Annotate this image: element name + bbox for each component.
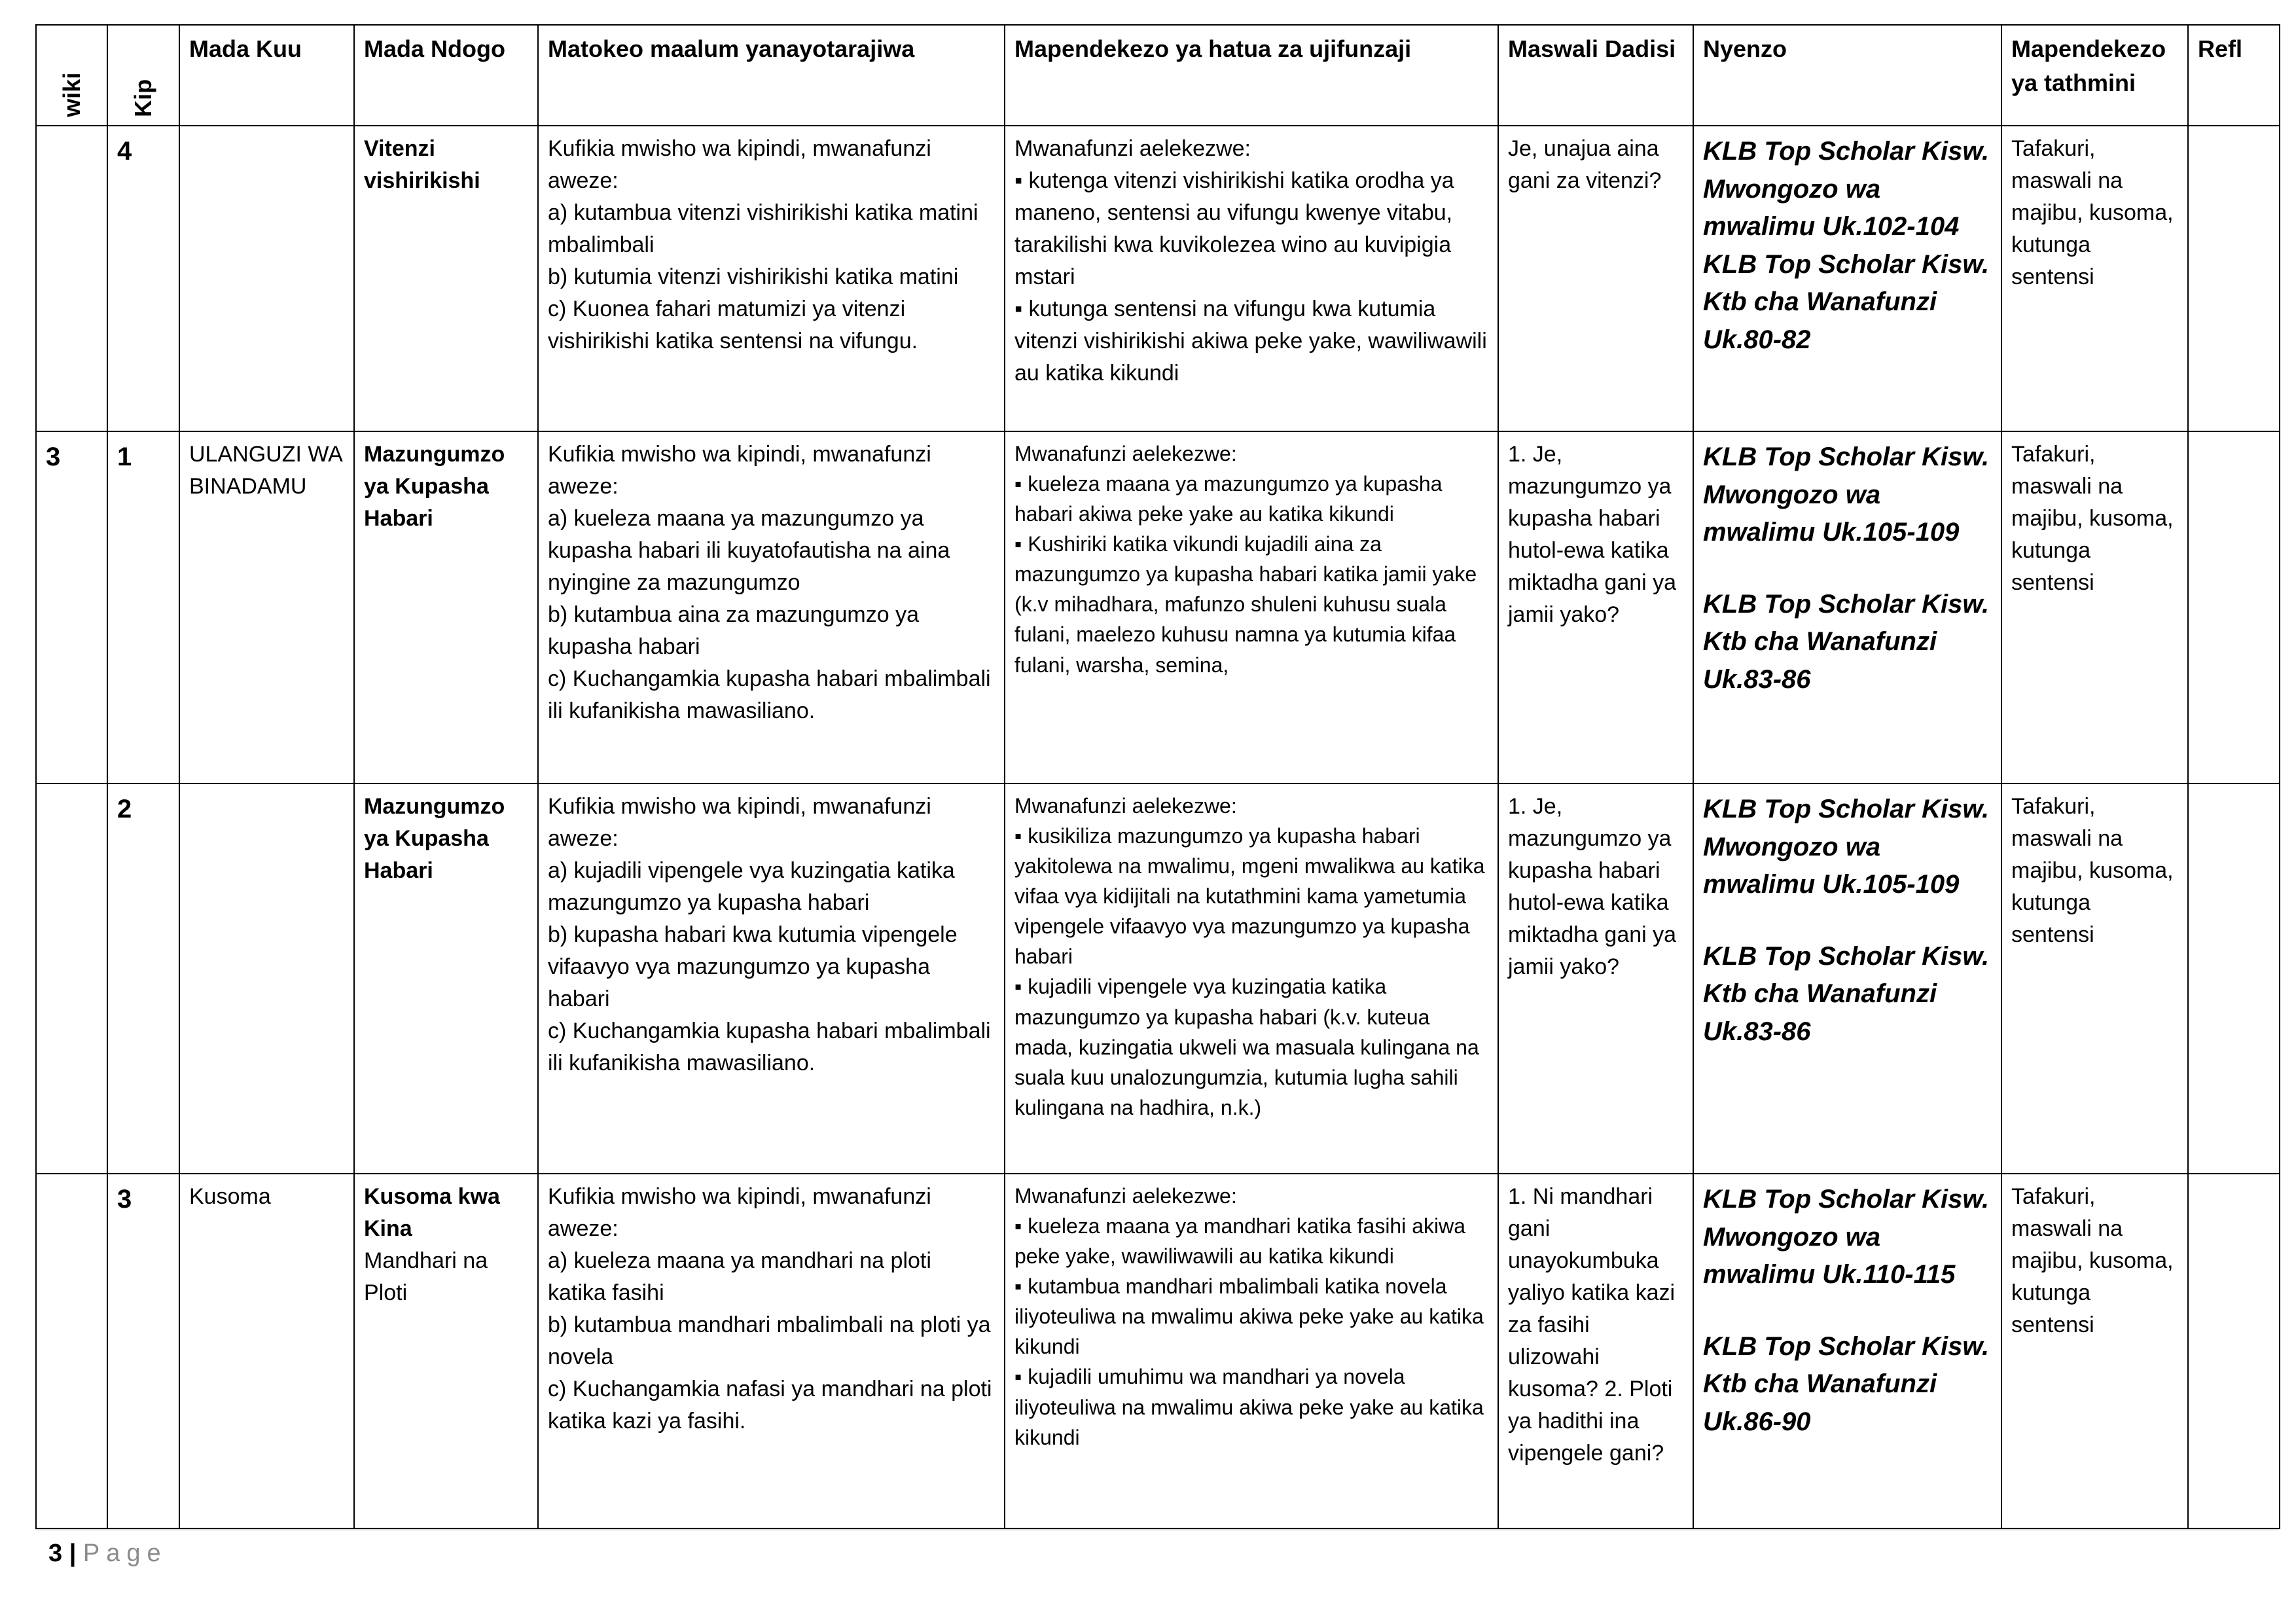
nyenzo-item: KLB Top Scholar Kisw. Mwongozo wa mwalimu Uk.105-109 [1703, 795, 1990, 899]
mada-ndogo-title: Kusoma kwa Kina [364, 1184, 500, 1241]
mada-ndogo-title: Mazungumzo ya Kupasha Habari [364, 442, 505, 531]
cell-hatua [1005, 126, 1498, 431]
matokeo-line: b) kutumia vitenzi vishirikishi katika matini [548, 264, 959, 289]
hatua-item: ▪ kutambua mandhari mbalimbali katika novela iliyoteuliwa na mwalimu akiwa peke yake au katika kikundi [1014, 1271, 1488, 1362]
header-tathmini: Mapendekezo ya tathmini [2001, 25, 2188, 126]
cell-matokeo [538, 431, 1005, 784]
matokeo-line: Kufikia mwisho wa kipindi, mwanafunzi aweze: [548, 794, 931, 851]
nyenzo-item: KLB Top Scholar Kisw. Mwongozo wa mwalimu Uk.102-104 [1703, 137, 1990, 242]
page-number: 3 [48, 1540, 63, 1567]
cell-refl [2188, 1174, 2280, 1528]
matokeo-line: a) kutambua vitenzi vishirikishi katika matini mbalimbali [548, 200, 978, 257]
matokeo-line: a) kujadili vipengele vya kuzingatia katika mazungumzo ya kupasha habari [548, 857, 955, 915]
cell-mada-kuu [179, 784, 354, 1174]
cell-maswali: 1. Je, mazungumzo ya kupasha habari hutol-ewa katika miktadha gani ya jamii yako? [1498, 784, 1693, 1174]
hatua-intro: Mwanafunzi aelekezwe: [1014, 794, 1237, 818]
mada-ndogo-title: Mazungumzo ya Kupasha Habari [364, 794, 505, 883]
cell-mada-ndogo [354, 784, 538, 1174]
cell-nyenzo [1693, 431, 2001, 784]
header-maswali-dadisi: Maswali Dadisi [1498, 25, 1693, 126]
footer-separator: | [69, 1540, 77, 1567]
cell-matokeo [538, 784, 1005, 1174]
cell-tathmini: Tafakuri, maswali na majibu, kusoma, kutunga sentensi [2001, 126, 2188, 431]
cell-mada-ndogo [354, 1174, 538, 1528]
page-footer [48, 1540, 168, 1568]
cell-hatua [1005, 1174, 1498, 1528]
matokeo-line: a) kueleza maana ya mazungumzo ya kupasha habari ili kuyatofautisha na aina nyingine za mazungumzo [548, 505, 950, 595]
page-label: Page [82, 1540, 168, 1567]
matokeo-line: c) Kuonea fahari matumizi ya vitenzi vishirikishi katika sentensi na vifungu. [548, 296, 918, 353]
matokeo-line: b) kutambua aina za mazungumzo ya kupasha habari [548, 602, 919, 659]
nyenzo-item: KLB Top Scholar Kisw. Mwongozo wa mwalimu Uk.105-109 [1703, 442, 1990, 547]
nyenzo-spacer [1703, 904, 1992, 938]
cell-mada-kuu: ULANGUZI WA BINADAMU [179, 431, 354, 784]
hatua-item: ▪ kutunga sentensi na vifungu kwa kutumia vitenzi vishirikishi akiwa peke yake, wawiliwawili au katika kikundi [1014, 293, 1488, 389]
cell-matokeo [538, 126, 1005, 431]
cell-tathmini: Tafakuri, maswali na majibu, kusoma, kutunga sentensi [2001, 784, 2188, 1174]
cell-refl [2188, 126, 2280, 431]
matokeo-line: b) kupasha habari kwa kutumia vipengele vifaavyo vya mazungumzo ya kupasha habari [548, 922, 958, 1011]
header-matokeo: Matokeo maalum yanayotarajiwa [538, 25, 1005, 126]
cell-tathmini: Tafakuri, maswali na majibu, kusoma, kutunga sentensi [2001, 1174, 2188, 1528]
cell-nyenzo [1693, 784, 2001, 1174]
cell-tathmini: Tafakuri, maswali na majibu, kusoma, kutunga sentensi [2001, 431, 2188, 784]
cell-matokeo [538, 1174, 1005, 1528]
matokeo-line: c) Kuchangamkia kupasha habari mbalimbali ili kufanikisha mawasiliano. [548, 1018, 991, 1075]
hatua-item: ▪ kujadili umuhimu wa mandhari ya novela iliyoteuliwa na mwalimu akiwa peke yake au katika kikundi [1014, 1362, 1488, 1452]
header-refl: Refl [2188, 25, 2280, 126]
nyenzo-spacer [1703, 552, 1992, 586]
cell-wiki [36, 784, 107, 1174]
cell-nyenzo [1693, 1174, 2001, 1528]
nyenzo-item: KLB Top Scholar Kisw. Ktb cha Wanafunzi Uk.83-86 [1703, 589, 1990, 694]
cell-hatua [1005, 784, 1498, 1174]
cell-refl [2188, 431, 2280, 784]
cell-maswali: Je, unajua aina gani za vitenzi? [1498, 126, 1693, 431]
cell-kip: 1 [107, 431, 179, 784]
header-kip: Kip [107, 25, 179, 126]
scheme-of-work-page [35, 24, 2279, 1529]
cell-mada-ndogo [354, 126, 538, 431]
cell-wiki: 3 [36, 431, 107, 784]
header-mada-ndogo: Mada Ndogo [354, 25, 538, 126]
hatua-item: ▪ kueleza maana ya mazungumzo ya kupasha habari akiwa peke yake au katika kikundi [1014, 469, 1488, 529]
matokeo-line: Kufikia mwisho wa kipindi, mwanafunzi aweze: [548, 442, 931, 499]
scheme-of-work-table [35, 24, 2280, 1529]
cell-maswali: 1. Je, mazungumzo ya kupasha habari hutol-ewa katika miktadha gani ya jamii yako? [1498, 431, 1693, 784]
mada-ndogo-title: Vitenzi vishirikishi [364, 136, 480, 193]
header-mada-kuu: Mada Kuu [179, 25, 354, 126]
matokeo-line: c) Kuchangamkia kupasha habari mbalimbali ili kufanikisha mawasiliano. [548, 666, 991, 723]
cell-nyenzo [1693, 126, 2001, 431]
table-row [36, 1174, 2280, 1528]
matokeo-line: Kufikia mwisho wa kipindi, mwanafunzi aweze: [548, 1184, 931, 1241]
cell-kip: 2 [107, 784, 179, 1174]
table-row [36, 784, 2280, 1174]
header-nyenzo: Nyenzo [1693, 25, 2001, 126]
nyenzo-item: KLB Top Scholar Kisw. Ktb cha Wanafunzi Uk.86-90 [1703, 1331, 1990, 1436]
cell-refl [2188, 784, 2280, 1174]
cell-mada-ndogo [354, 431, 538, 784]
cell-wiki [36, 1174, 107, 1528]
hatua-item: ▪ Kushiriki katika vikundi kujadili aina za mazungumzo ya kupasha habari katika jamii yake (k.v mihadhara, mafunzo shuleni kuhusu suala fulani, maelezo kuhusu namna ya kutumia kifaa fulani, warsha, semina, [1014, 529, 1488, 679]
hatua-intro: Mwanafunzi aelekezwe: [1014, 442, 1237, 465]
matokeo-line: a) kueleza maana ya mandhari na ploti katika fasihi [548, 1248, 931, 1305]
footer-divider [35, 1529, 2279, 1530]
hatua-item: ▪ kusikiliza mazungumzo ya kupasha habari yakitolewa na mwalimu, mgeni mwalikwa au katika vifaa vya kidijitali na kutathmini kama yametumia vipengele vifaavyo vya mazungumzo ya kupasha habari [1014, 821, 1488, 971]
hatua-item: ▪ kueleza maana ya mandhari katika fasihi akiwa peke yake, wawiliwawili au katika kikundi [1014, 1211, 1488, 1271]
header-row [36, 25, 2280, 126]
cell-maswali: 1. Ni mandhari gani unayokumbuka yaliyo katika kazi za fasihi ulizowahi kusoma? 2. Ploti ya hadithi ina vipengele gani? [1498, 1174, 1693, 1528]
hatua-intro: Mwanafunzi aelekezwe: [1014, 1184, 1237, 1208]
header-mapendekezo-hatua: Mapendekezo ya hatua za ujifunzaji [1005, 25, 1498, 126]
nyenzo-spacer [1703, 1294, 1992, 1328]
mada-ndogo-subtitle: Mandhari na Ploti [364, 1248, 488, 1305]
cell-hatua [1005, 431, 1498, 784]
cell-mada-kuu: Kusoma [179, 1174, 354, 1528]
nyenzo-item: KLB Top Scholar Kisw. Mwongozo wa mwalimu Uk.110-115 [1703, 1185, 1990, 1290]
cell-kip: 3 [107, 1174, 179, 1528]
table-row [36, 431, 2280, 784]
matokeo-line: c) Kuchangamkia nafasi ya mandhari na ploti katika kazi ya fasihi. [548, 1376, 992, 1434]
matokeo-line: b) kutambua mandhari mbalimbali na ploti ya novela [548, 1312, 991, 1369]
cell-wiki [36, 126, 107, 431]
header-wiki: wiki [36, 25, 107, 126]
hatua-item: ▪ kujadili vipengele vya kuzingatia katika mazungumzo ya kupasha habari (k.v. kuteua mada, kuzingatia ukweli wa masuala kulingana na suala kuu unalozungumzia, kutumia lugha sahili kulingana na hadhira, n.k.) [1014, 971, 1488, 1122]
cell-kip: 4 [107, 126, 179, 431]
table-row [36, 126, 2280, 431]
hatua-intro: Mwanafunzi aelekezwe: [1014, 136, 1251, 161]
nyenzo-item: KLB Top Scholar Kisw. Ktb cha Wanafunzi Uk.83-86 [1703, 941, 1990, 1046]
nyenzo-item: KLB Top Scholar Kisw. Ktb cha Wanafunzi Uk.80-82 [1703, 249, 1990, 354]
matokeo-line: Kufikia mwisho wa kipindi, mwanafunzi aweze: [548, 136, 931, 193]
cell-mada-kuu [179, 126, 354, 431]
hatua-item: ▪ kutenga vitenzi vishirikishi katika orodha ya maneno, sentensi au vifungu kwenye vitabu, tarakilishi kwa kuvikolezea wino au kuvipigia mstari [1014, 165, 1488, 293]
